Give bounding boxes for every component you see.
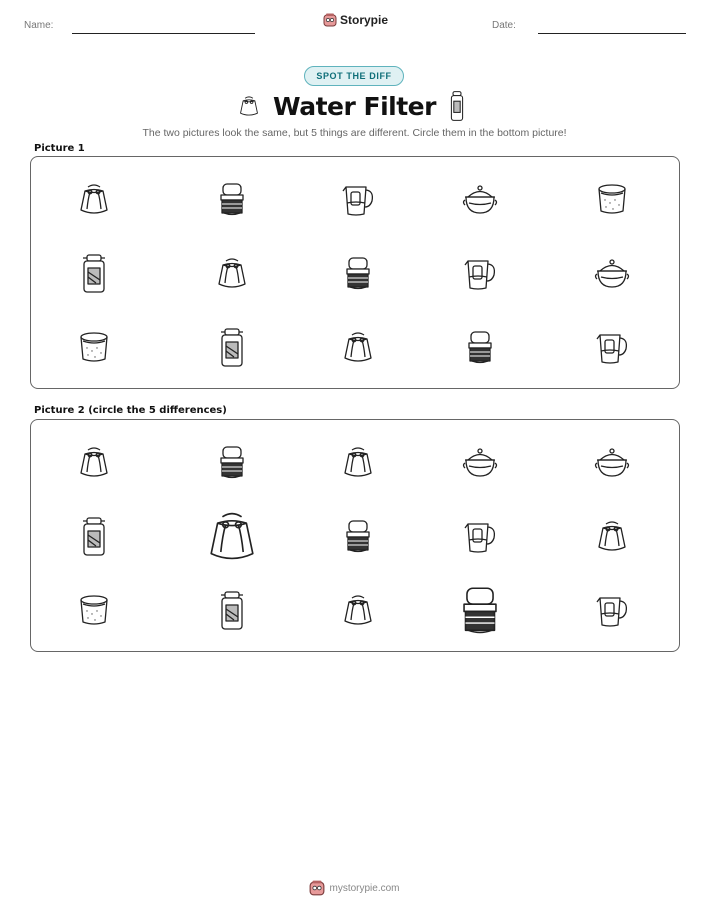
bottle-icon — [74, 253, 114, 293]
picture-1-cell-r2c1 — [74, 253, 114, 293]
bag-icon — [338, 590, 378, 630]
picture-2-cell-r1c1[interactable] — [74, 442, 114, 482]
picture-1-cell-r1c2 — [212, 179, 252, 219]
picture-2-cell-r1c5[interactable] — [592, 442, 632, 482]
picture-1-cell-r3c3 — [338, 327, 378, 367]
bag-icon — [212, 253, 252, 293]
picture-1-cell-r1c5 — [592, 179, 632, 219]
picture-1-panel — [30, 156, 680, 389]
picture-2-cell-r1c4[interactable] — [460, 442, 500, 482]
pitcher-icon — [460, 516, 500, 556]
instructions: The two pictures look the same, but 5 things are different. Circle them in the bottom picture! — [142, 127, 567, 139]
picture-1-cell-r3c1 — [74, 327, 114, 367]
picture-2-cell-r3c4[interactable] — [451, 581, 509, 639]
brand-name: Storypie — [340, 13, 389, 27]
picture-2-cell-r2c1[interactable] — [74, 516, 114, 556]
picture-1-label: Picture 1 — [34, 143, 85, 154]
picture-2-cell-r1c3[interactable] — [338, 442, 378, 482]
picture-1-cell-r3c2 — [212, 327, 252, 367]
page-title: Water Filter — [273, 92, 436, 121]
picture-1-cell-r1c1 — [74, 179, 114, 219]
picture-2-cell-r1c2[interactable] — [212, 442, 252, 482]
cartridge-icon — [451, 581, 509, 639]
bag-icon — [74, 179, 114, 219]
bag-icon — [338, 442, 378, 482]
picture-1-cell-r1c4 — [460, 179, 500, 219]
picture-2-cell-r3c1[interactable] — [74, 590, 114, 630]
pot-icon — [592, 442, 632, 482]
bag-icon — [338, 327, 378, 367]
pot-icon — [460, 442, 500, 482]
cartridge-icon — [212, 179, 252, 219]
cartridge-icon — [338, 253, 378, 293]
bag-icon — [200, 504, 264, 568]
picture-1-cell-r2c2 — [212, 253, 252, 293]
pitcher-icon — [592, 590, 632, 630]
footer — [0, 880, 709, 896]
picture-1-cell-r2c4 — [460, 253, 500, 293]
pot-icon — [592, 253, 632, 293]
name-label: Name: — [24, 20, 54, 31]
pitcher-icon — [338, 179, 378, 219]
date-line[interactable] — [538, 33, 686, 34]
storypie-mascot-icon — [323, 13, 337, 27]
bag-icon — [74, 442, 114, 482]
cartridge-icon — [212, 442, 252, 482]
cup-icon — [74, 327, 114, 367]
picture-2-cell-r3c2[interactable] — [212, 590, 252, 630]
bottle-icon — [212, 590, 252, 630]
cup-icon — [74, 590, 114, 630]
pot-icon — [460, 179, 500, 219]
cartridge-icon — [338, 516, 378, 556]
bag-icon — [592, 516, 632, 556]
bottle-icon — [212, 327, 252, 367]
pitcher-icon — [460, 253, 500, 293]
cup-icon — [592, 179, 632, 219]
picture-1-cell-r3c4 — [460, 327, 500, 367]
spot-the-diff-badge: SPOT THE DIFF — [304, 66, 404, 86]
brand-logo — [323, 13, 388, 27]
picture-2-cell-r2c5[interactable] — [592, 516, 632, 556]
picture-2-cell-r3c3[interactable] — [338, 590, 378, 630]
cartridge-icon — [460, 327, 500, 367]
picture-2-cell-r3c5[interactable] — [592, 590, 632, 630]
picture-2-cell-r2c3[interactable] — [338, 516, 378, 556]
name-line[interactable] — [72, 33, 255, 34]
storypie-mascot-icon — [309, 880, 325, 896]
picture-2-panel[interactable] — [30, 419, 680, 652]
picture-2-cell-r2c2[interactable] — [200, 504, 264, 568]
picture-1-cell-r2c5 — [592, 253, 632, 293]
pitcher-icon — [592, 327, 632, 367]
picture-2-label: Picture 2 (circle the 5 differences) — [34, 405, 227, 416]
picture-1-cell-r3c5 — [592, 327, 632, 367]
bottle-filter-icon — [449, 90, 465, 126]
picture-1-cell-r2c3 — [338, 253, 378, 293]
date-label: Date: — [492, 20, 516, 31]
footer-url[interactable]: mystorypie.com — [329, 882, 400, 894]
picture-2-cell-r2c4[interactable] — [460, 516, 500, 556]
bottle-icon — [74, 516, 114, 556]
picture-1-cell-r1c3 — [338, 179, 378, 219]
